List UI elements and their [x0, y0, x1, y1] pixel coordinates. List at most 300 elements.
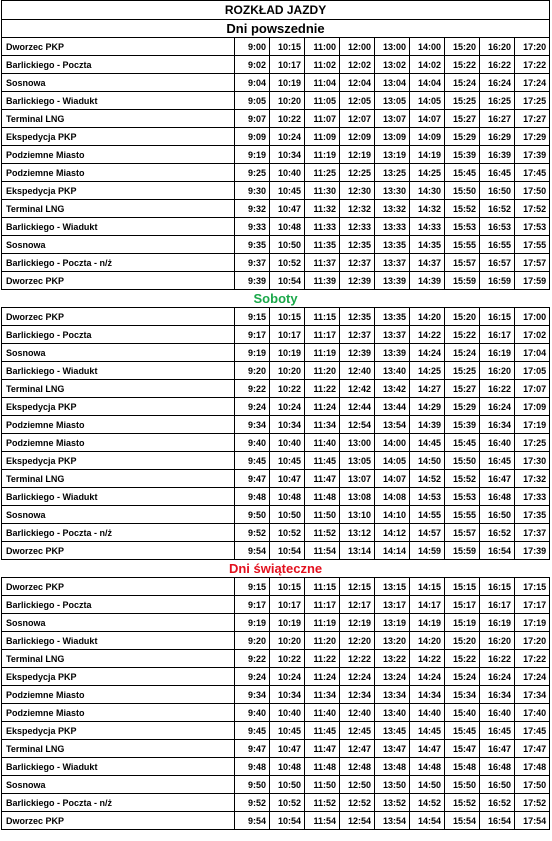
departure-time: 17:34	[515, 686, 550, 704]
departure-time: 13:47	[375, 740, 410, 758]
table-row	[2, 452, 550, 470]
departure-time: 10:54	[270, 542, 305, 560]
departure-time: 12:25	[340, 164, 375, 182]
departure-time: 13:10	[340, 506, 375, 524]
departure-time: 9:52	[235, 524, 270, 542]
departure-time: 10:19	[270, 614, 305, 632]
departure-time: 15:48	[445, 758, 480, 776]
stop-name: Barlickiego - Poczta - n/ż	[2, 254, 235, 272]
departure-time: 17:37	[515, 524, 550, 542]
departure-time: 16:24	[480, 74, 515, 92]
departure-time: 11:50	[305, 776, 340, 794]
stop-name: Barlickiego - Poczta - n/ż	[2, 794, 235, 812]
departure-time: 10:20	[270, 632, 305, 650]
departure-time: 15:50	[445, 452, 480, 470]
departure-time: 12:42	[340, 380, 375, 398]
departure-time: 12:40	[340, 704, 375, 722]
departure-time: 15:52	[445, 794, 480, 812]
departure-time: 17:50	[515, 776, 550, 794]
departure-time: 14:05	[375, 452, 410, 470]
departure-time: 11:48	[305, 488, 340, 506]
departure-time: 16:48	[480, 488, 515, 506]
departure-time: 13:48	[375, 758, 410, 776]
departure-time: 13:05	[375, 92, 410, 110]
departure-time: 17:40	[515, 704, 550, 722]
departure-time: 13:09	[375, 128, 410, 146]
departure-time: 12:32	[340, 200, 375, 218]
departure-time: 15:53	[445, 218, 480, 236]
departure-time: 14:15	[410, 578, 445, 596]
table-row	[2, 398, 550, 416]
stop-name: Dworzec PKP	[2, 542, 235, 560]
departure-time: 17:35	[515, 506, 550, 524]
departure-time: 11:30	[305, 182, 340, 200]
stop-name: Dworzec PKP	[2, 812, 235, 830]
departure-time: 11:19	[305, 614, 340, 632]
departure-time: 9:34	[235, 416, 270, 434]
departure-time: 15:40	[445, 704, 480, 722]
departure-time: 11:34	[305, 686, 340, 704]
table-row	[2, 110, 550, 128]
departure-time: 14:19	[410, 146, 445, 164]
departure-time: 10:54	[270, 812, 305, 830]
departure-time: 16:55	[480, 236, 515, 254]
departure-time: 16:15	[480, 308, 515, 326]
departure-time: 11:20	[305, 362, 340, 380]
departure-time: 16:22	[480, 56, 515, 74]
departure-time: 13:25	[375, 164, 410, 182]
departure-time: 14:22	[410, 650, 445, 668]
table-row	[2, 236, 550, 254]
departure-time: 9:47	[235, 470, 270, 488]
departure-time: 10:19	[270, 344, 305, 362]
departure-time: 14:27	[410, 380, 445, 398]
departure-time: 12:47	[340, 740, 375, 758]
table-row	[2, 416, 550, 434]
departure-time: 17:09	[515, 398, 550, 416]
departure-time: 13:17	[375, 596, 410, 614]
departure-time: 14:00	[410, 38, 445, 56]
departure-time: 13:52	[375, 794, 410, 812]
departure-time: 16:39	[480, 146, 515, 164]
departure-time: 9:00	[235, 38, 270, 56]
departure-time: 13:37	[375, 326, 410, 344]
departure-time: 10:17	[270, 326, 305, 344]
departure-time: 16:53	[480, 218, 515, 236]
departure-time: 11:05	[305, 92, 340, 110]
departure-time: 11:07	[305, 110, 340, 128]
departure-time: 11:33	[305, 218, 340, 236]
departure-time: 14:45	[410, 722, 445, 740]
departure-time: 13:33	[375, 218, 410, 236]
departure-time: 13:07	[340, 470, 375, 488]
stop-name: Barlickiego - Wiadukt	[2, 218, 235, 236]
table-row	[2, 524, 550, 542]
departure-time: 11:19	[305, 146, 340, 164]
departure-time: 12:39	[340, 344, 375, 362]
stop-name: Ekspedycja PKP	[2, 722, 235, 740]
departure-time: 9:30	[235, 182, 270, 200]
departure-time: 17:33	[515, 488, 550, 506]
departure-time: 13:50	[375, 776, 410, 794]
departure-time: 17:04	[515, 344, 550, 362]
table-row	[2, 200, 550, 218]
departure-time: 13:45	[375, 722, 410, 740]
departure-time: 10:45	[270, 452, 305, 470]
departure-time: 15:19	[445, 614, 480, 632]
departure-time: 17:05	[515, 362, 550, 380]
departure-time: 11:22	[305, 380, 340, 398]
table-row	[2, 362, 550, 380]
departure-time: 15:45	[445, 722, 480, 740]
departure-time: 11:47	[305, 470, 340, 488]
departure-time: 11:19	[305, 344, 340, 362]
departure-time: 13:54	[375, 812, 410, 830]
departure-time: 9:48	[235, 488, 270, 506]
stop-name: Terminal LNG	[2, 470, 235, 488]
departure-time: 11:09	[305, 128, 340, 146]
departure-time: 9:19	[235, 614, 270, 632]
departure-time: 12:34	[340, 686, 375, 704]
departure-time: 17:29	[515, 128, 550, 146]
departure-time: 10:17	[270, 596, 305, 614]
departure-time: 17:59	[515, 272, 550, 290]
departure-time: 11:50	[305, 506, 340, 524]
departure-time: 10:34	[270, 686, 305, 704]
departure-time: 16:52	[480, 794, 515, 812]
stop-name: Barlickiego - Wiadukt	[2, 362, 235, 380]
departure-time: 15:52	[445, 470, 480, 488]
departure-time: 11:17	[305, 596, 340, 614]
departure-time: 15:20	[445, 308, 480, 326]
departure-time: 11:45	[305, 722, 340, 740]
departure-time: 10:40	[270, 704, 305, 722]
departure-time: 17:30	[515, 452, 550, 470]
departure-time: 17:50	[515, 182, 550, 200]
departure-time: 14:22	[410, 326, 445, 344]
departure-time: 11:24	[305, 398, 340, 416]
departure-time: 10:40	[270, 434, 305, 452]
departure-time: 14:32	[410, 200, 445, 218]
departure-time: 12:45	[340, 722, 375, 740]
departure-time: 14:45	[410, 434, 445, 452]
departure-time: 17:45	[515, 722, 550, 740]
departure-time: 12:19	[340, 614, 375, 632]
departure-time: 12:22	[340, 650, 375, 668]
departure-time: 16:17	[480, 596, 515, 614]
section-title: Dni powszednie	[2, 20, 550, 38]
departure-time: 9:04	[235, 74, 270, 92]
departure-time: 14:53	[410, 488, 445, 506]
departure-time: 11:20	[305, 632, 340, 650]
departure-time: 10:47	[270, 470, 305, 488]
departure-time: 11:00	[305, 38, 340, 56]
departure-time: 10:45	[270, 722, 305, 740]
departure-time: 15:59	[445, 542, 480, 560]
departure-time: 16:48	[480, 758, 515, 776]
table-row	[2, 578, 550, 596]
departure-time: 12:02	[340, 56, 375, 74]
departure-time: 13:44	[375, 398, 410, 416]
departure-time: 15:50	[445, 776, 480, 794]
departure-time: 16:22	[480, 650, 515, 668]
departure-time: 10:52	[270, 524, 305, 542]
timetable-sheet	[1, 0, 550, 830]
departure-time: 9:15	[235, 308, 270, 326]
departure-time: 16:50	[480, 776, 515, 794]
table-row	[2, 776, 550, 794]
departure-time: 14:37	[410, 254, 445, 272]
departure-time: 10:22	[270, 650, 305, 668]
departure-time: 16:52	[480, 524, 515, 542]
stop-name: Podziemne Miasto	[2, 416, 235, 434]
stop-name: Ekspedycja PKP	[2, 182, 235, 200]
departure-time: 9:54	[235, 812, 270, 830]
departure-time: 17:52	[515, 794, 550, 812]
departure-time: 12:15	[340, 578, 375, 596]
departure-time: 14:05	[410, 92, 445, 110]
stop-name: Terminal LNG	[2, 110, 235, 128]
departure-time: 14:52	[410, 470, 445, 488]
departure-time: 10:52	[270, 794, 305, 812]
timetable-title: ROZKŁAD JAZDY	[2, 1, 550, 20]
departure-time: 14:30	[410, 182, 445, 200]
table-row	[2, 632, 550, 650]
departure-time: 14:08	[375, 488, 410, 506]
departure-time: 9:35	[235, 236, 270, 254]
departure-time: 9:45	[235, 722, 270, 740]
departure-time: 15:39	[445, 146, 480, 164]
departure-time: 15:24	[445, 74, 480, 92]
departure-time: 11:52	[305, 794, 340, 812]
departure-time: 9:32	[235, 200, 270, 218]
departure-time: 16:54	[480, 812, 515, 830]
departure-time: 12:35	[340, 308, 375, 326]
departure-time: 11:17	[305, 326, 340, 344]
departure-time: 13:30	[375, 182, 410, 200]
departure-time: 16:34	[480, 686, 515, 704]
timetable	[1, 0, 550, 830]
departure-time: 14:40	[410, 704, 445, 722]
departure-time: 10:47	[270, 740, 305, 758]
departure-time: 12:48	[340, 758, 375, 776]
departure-time: 16:59	[480, 272, 515, 290]
departure-time: 15:24	[445, 344, 480, 362]
departure-time: 13:24	[375, 668, 410, 686]
departure-time: 11:24	[305, 668, 340, 686]
stop-name: Podziemne Miasto	[2, 146, 235, 164]
departure-time: 15:22	[445, 326, 480, 344]
departure-time: 10:34	[270, 416, 305, 434]
table-row	[2, 74, 550, 92]
stop-name: Barlickiego - Wiadukt	[2, 758, 235, 776]
departure-time: 11:15	[305, 578, 340, 596]
departure-time: 16:24	[480, 398, 515, 416]
departure-time: 17:22	[515, 650, 550, 668]
departure-time: 14:59	[410, 542, 445, 560]
departure-time: 11:47	[305, 740, 340, 758]
stop-name: Ekspedycja PKP	[2, 398, 235, 416]
departure-time: 13:35	[375, 236, 410, 254]
departure-time: 10:50	[270, 236, 305, 254]
departure-time: 14:07	[375, 470, 410, 488]
departure-time: 9:25	[235, 164, 270, 182]
table-row	[2, 812, 550, 830]
departure-time: 13:00	[340, 434, 375, 452]
departure-time: 17:55	[515, 236, 550, 254]
departure-time: 17:00	[515, 308, 550, 326]
stop-name: Podziemne Miasto	[2, 164, 235, 182]
departure-time: 15:59	[445, 272, 480, 290]
departure-time: 10:47	[270, 200, 305, 218]
table-row	[2, 272, 550, 290]
departure-time: 16:52	[480, 200, 515, 218]
stop-name: Terminal LNG	[2, 200, 235, 218]
departure-time: 15:20	[445, 632, 480, 650]
departure-time: 9:19	[235, 146, 270, 164]
departure-time: 14:10	[375, 506, 410, 524]
departure-time: 11:04	[305, 74, 340, 92]
departure-time: 17:24	[515, 668, 550, 686]
departure-time: 14:34	[410, 686, 445, 704]
departure-time: 15:57	[445, 524, 480, 542]
departure-time: 12:52	[340, 794, 375, 812]
departure-time: 17:27	[515, 110, 550, 128]
departure-time: 16:15	[480, 578, 515, 596]
table-row	[2, 488, 550, 506]
departure-time: 13:19	[375, 614, 410, 632]
departure-time: 16:22	[480, 380, 515, 398]
departure-time: 14:00	[375, 434, 410, 452]
departure-time: 9:17	[235, 326, 270, 344]
stop-name: Barlickiego - Wiadukt	[2, 92, 235, 110]
departure-time: 17:02	[515, 326, 550, 344]
departure-time: 10:24	[270, 398, 305, 416]
departure-time: 14:24	[410, 344, 445, 362]
departure-time: 14:39	[410, 272, 445, 290]
departure-time: 11:54	[305, 812, 340, 830]
departure-time: 17:15	[515, 578, 550, 596]
departure-time: 15:57	[445, 254, 480, 272]
departure-time: 17:53	[515, 218, 550, 236]
title-row	[2, 1, 550, 20]
departure-time: 17:22	[515, 56, 550, 74]
departure-time: 10:40	[270, 164, 305, 182]
table-row	[2, 722, 550, 740]
stop-name: Dworzec PKP	[2, 308, 235, 326]
departure-time: 11:40	[305, 434, 340, 452]
departure-time: 16:17	[480, 326, 515, 344]
departure-time: 17:20	[515, 38, 550, 56]
departure-time: 10:20	[270, 92, 305, 110]
departure-time: 13:00	[375, 38, 410, 56]
departure-time: 13:08	[340, 488, 375, 506]
departure-time: 13:14	[340, 542, 375, 560]
departure-time: 15:22	[445, 650, 480, 668]
departure-time: 9:45	[235, 452, 270, 470]
departure-time: 13:19	[375, 146, 410, 164]
departure-time: 10:17	[270, 56, 305, 74]
departure-time: 12:24	[340, 668, 375, 686]
departure-time: 12:40	[340, 362, 375, 380]
departure-time: 17:39	[515, 146, 550, 164]
stop-name: Dworzec PKP	[2, 272, 235, 290]
departure-time: 9:50	[235, 776, 270, 794]
departure-time: 9:40	[235, 434, 270, 452]
table-row	[2, 254, 550, 272]
departure-time: 14:24	[410, 668, 445, 686]
departure-time: 17:07	[515, 380, 550, 398]
stop-name: Sosnowa	[2, 506, 235, 524]
departure-time: 16:25	[480, 92, 515, 110]
table-row	[2, 596, 550, 614]
stop-name: Sosnowa	[2, 74, 235, 92]
departure-time: 11:25	[305, 164, 340, 182]
departure-time: 15:55	[445, 236, 480, 254]
departure-time: 14:29	[410, 398, 445, 416]
departure-time: 16:20	[480, 38, 515, 56]
departure-time: 12:50	[340, 776, 375, 794]
stop-name: Sosnowa	[2, 776, 235, 794]
departure-time: 10:48	[270, 488, 305, 506]
departure-time: 14:33	[410, 218, 445, 236]
departure-time: 10:48	[270, 218, 305, 236]
departure-time: 16:20	[480, 362, 515, 380]
departure-time: 13:15	[375, 578, 410, 596]
departure-time: 13:39	[375, 344, 410, 362]
departure-time: 17:32	[515, 470, 550, 488]
departure-time: 9:19	[235, 344, 270, 362]
departure-time: 15:15	[445, 578, 480, 596]
departure-time: 13:40	[375, 362, 410, 380]
departure-time: 14:17	[410, 596, 445, 614]
departure-time: 10:22	[270, 110, 305, 128]
table-row	[2, 128, 550, 146]
departure-time: 15:53	[445, 488, 480, 506]
departure-time: 14:20	[410, 632, 445, 650]
table-row	[2, 506, 550, 524]
departure-time: 16:34	[480, 416, 515, 434]
departure-time: 13:12	[340, 524, 375, 542]
table-row	[2, 668, 550, 686]
departure-time: 17:39	[515, 542, 550, 560]
section-header-row	[2, 560, 550, 578]
departure-time: 14:02	[410, 56, 445, 74]
departure-time: 9:02	[235, 56, 270, 74]
stop-name: Barlickiego - Wiadukt	[2, 488, 235, 506]
departure-time: 13:32	[375, 200, 410, 218]
departure-time: 11:37	[305, 254, 340, 272]
departure-time: 15:25	[445, 92, 480, 110]
departure-time: 15:29	[445, 128, 480, 146]
departure-time: 10:34	[270, 146, 305, 164]
departure-time: 12:35	[340, 236, 375, 254]
departure-time: 16:19	[480, 344, 515, 362]
stop-name: Barlickiego - Poczta	[2, 56, 235, 74]
stop-name: Terminal LNG	[2, 380, 235, 398]
departure-time: 12:37	[340, 254, 375, 272]
departure-time: 9:48	[235, 758, 270, 776]
departure-time: 16:19	[480, 614, 515, 632]
departure-time: 12:33	[340, 218, 375, 236]
section-header-row	[2, 290, 550, 308]
departure-time: 9:47	[235, 740, 270, 758]
departure-time: 10:50	[270, 776, 305, 794]
section-title: Dni świąteczne	[2, 560, 550, 578]
departure-time: 12:54	[340, 416, 375, 434]
table-row	[2, 470, 550, 488]
departure-time: 16:40	[480, 434, 515, 452]
